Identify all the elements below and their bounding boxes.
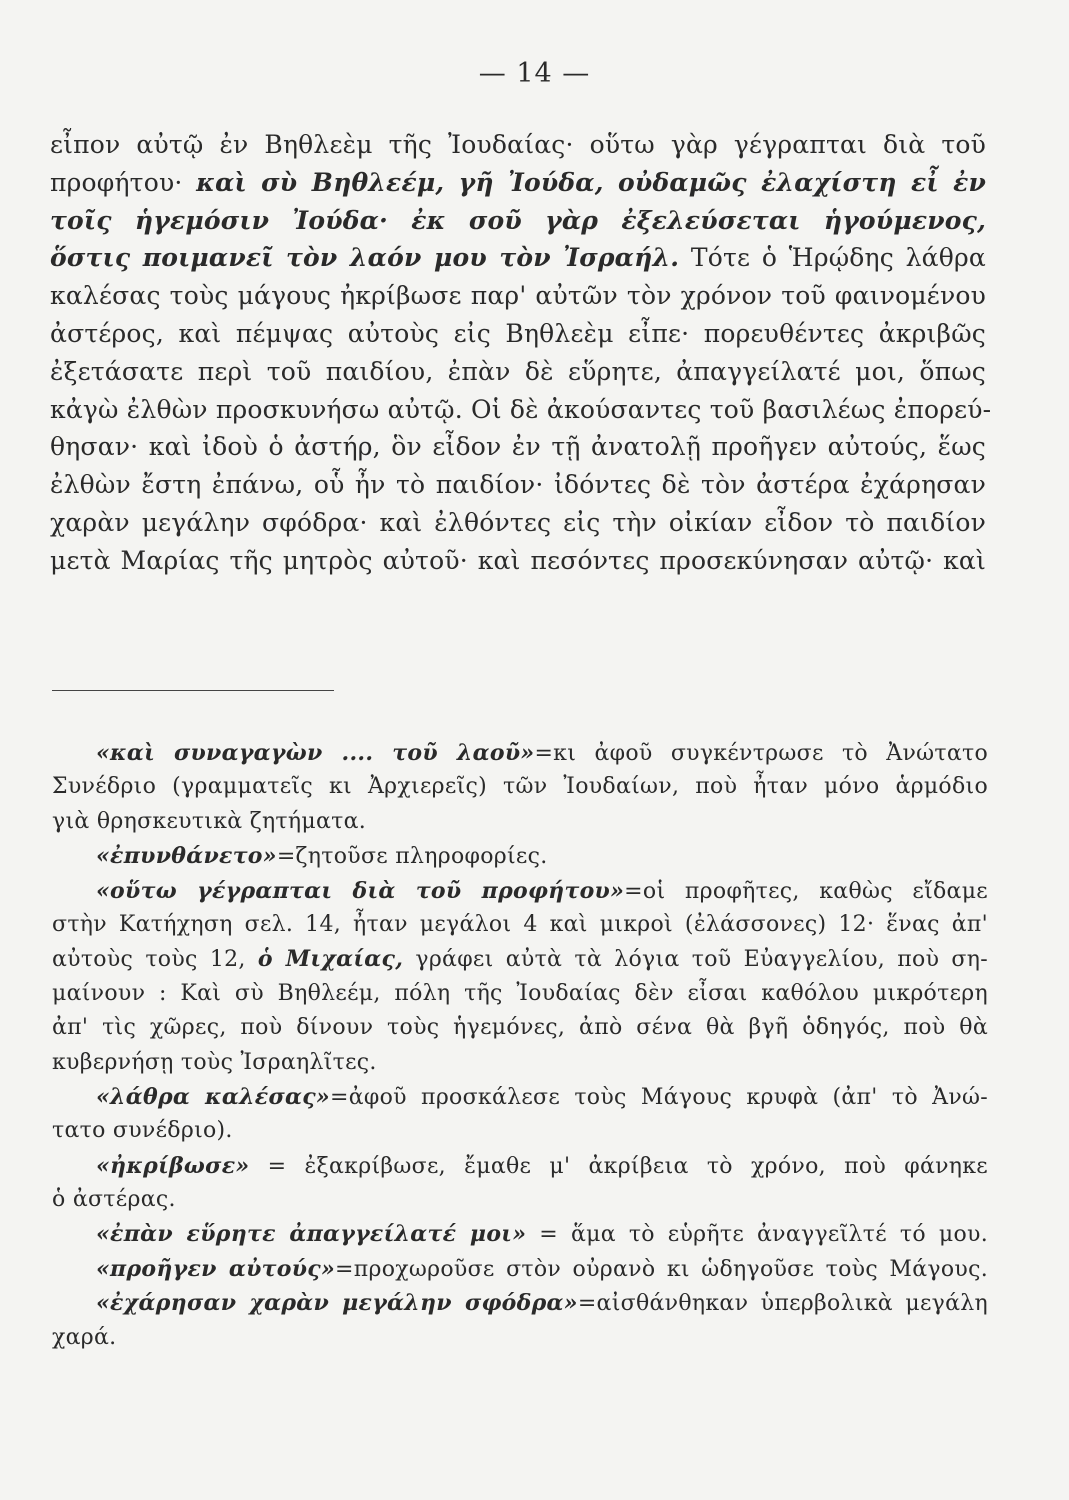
- text-run: =ζητοῦσε πληροφορίες.: [276, 844, 548, 870]
- text-run: ἐξετάσατε περὶ τοῦ παιδίου, ἐπὰν δὲ εὕρητε, ἀπαγγείλατέ μοι, ὅπως: [50, 356, 986, 386]
- text-run: θησαν· καὶ ἰδοὺ ὁ ἀστήρ, ὃν εἶδον ἐν τῇ ἀνατολῇ προῆγεν αὐτούς, ἕως: [50, 432, 986, 462]
- footnote-line: [52, 1114, 988, 1148]
- emphasized-text: τοῖς ἡγεμόσιν Ἰούδα· ἐκ σοῦ γὰρ ἐξελεύσεται ἡγούμενος,: [50, 205, 986, 235]
- text-line: [50, 202, 986, 240]
- footnote-line: [52, 805, 988, 839]
- text-line: [50, 428, 986, 466]
- text-run: Τότε ὁ Ἡρῴδης λάθρα: [679, 243, 986, 273]
- emphasized-text: «ἐχάρησαν χαρὰν μεγάλην σφόδρα»: [96, 1290, 578, 1317]
- text-line: [50, 466, 986, 504]
- emphasized-text: «ἐπὰν εὕρητε ἀπαγγείλατέ μοι»: [96, 1221, 527, 1248]
- footnotes: [52, 736, 988, 1355]
- footnote-line: [52, 1252, 988, 1286]
- footnote-line: [52, 1080, 988, 1114]
- text-run: μαίνουν : Καὶ σὺ Βηθλεέμ, πόλη τῆς Ἰουδαίας δὲν εἶσαι καθόλου μικρότερη: [52, 980, 988, 1006]
- text-run: = ἐξακρίβωσε, ἔμαθε μ' ἀκρίβεια τὸ χρόνο, ποὺ φάνηκε: [249, 1153, 988, 1179]
- text-line: [50, 315, 986, 353]
- emphasized-text: ὁ Μιχαίας,: [257, 946, 404, 973]
- emphasized-text: «ἠκρίβωσε»: [96, 1152, 250, 1179]
- footnote-line: [52, 908, 988, 942]
- text-line: [50, 504, 986, 542]
- footnote-line: [52, 839, 988, 873]
- text-run: αὐτοὺς τοὺς 12,: [52, 947, 258, 973]
- footnote-line: [52, 874, 988, 908]
- text-run: ἀστέρος, καὶ πέμψας αὐτοὺς εἰς Βηθλεὲμ εἶπε· πορευθέντες ἀκριβῶς: [50, 318, 986, 348]
- text-run: στὴν Κατήχηση σελ. 14, ἦταν μεγάλοι 4 καὶ μικροὶ (ἐλάσσονες) 12· ἕνας ἀπ': [52, 911, 988, 937]
- footnote-line: [52, 1183, 988, 1217]
- text-run: ἐλθὼν ἔστη ἐπάνω, οὗ ἦν τὸ παιδίον· ἰδόντες δὲ τὸν ἀστέρα ἐχάρησαν: [50, 470, 986, 500]
- text-run: =ἀφοῦ προσκάλεσε τοὺς Μάγους κρυφὰ (ἀπ' τὸ Ἀνώ-: [329, 1084, 989, 1110]
- text-run: γράφει αὐτὰ τὰ λόγια τοῦ Εὐαγγελίου, ποὺ ση-: [403, 947, 988, 973]
- text-run: Συνέδριο (γραμματεῖς κι Ἀρχιερεῖς) τῶν Ἰουδαίων, ποὺ ἦταν μόνο ἁρμόδιο: [52, 774, 988, 800]
- text-run: μετὰ Μαρίας τῆς μητρὸς αὐτοῦ· καὶ πεσόντες προσεκύνησαν αὐτῷ· καὶ: [50, 545, 986, 575]
- text-run: γιὰ θρησκευτικὰ ζητήματα.: [52, 808, 367, 834]
- emphasized-text: καὶ σὺ Βηθλεέμ, γῆ Ἰούδα, οὐδαμῶς ἐλαχίστη εἶ ἐν: [196, 167, 987, 197]
- footnote-line: [52, 1011, 988, 1045]
- emphasized-text: ὅστις ποιμανεῖ τὸν λαόν μου τὸν Ἰσραήλ.: [50, 243, 680, 273]
- text-run: τατο συνέδριο).: [52, 1118, 233, 1144]
- text-run: =προχωροῦσε στὸν οὐρανὸ κι ὡδηγοῦσε τοὺς Μάγους.: [335, 1256, 988, 1282]
- text-line: [50, 353, 986, 391]
- footnote-line: [52, 770, 988, 804]
- text-run: κἀγὼ ἐλθὼν προσκυνήσω αὐτῷ. Οἱ δὲ ἀκούσαντες τοῦ βασιλέως ἐπορεύ-: [50, 394, 992, 424]
- text-run: εἶπον αὐτῷ ἐν Βηθλεὲμ τῆς Ἰουδαίας· οὕτω γὰρ γέγραπται διὰ τοῦ: [50, 130, 986, 159]
- text-line: [50, 391, 992, 429]
- footnote-line: [52, 977, 988, 1011]
- text-line: [50, 542, 986, 580]
- text-run: = ἅμα τὸ εὑρῆτε ἀναγγεῖλτέ τό μου.: [526, 1222, 989, 1248]
- main-text: [50, 126, 992, 580]
- footnote-line: [52, 1046, 988, 1080]
- footnote-line: [52, 1286, 988, 1320]
- emphasized-text: «ἐπυνθάνετο»: [96, 843, 277, 870]
- text-line: [50, 239, 986, 277]
- emphasized-text: «οὕτω γέγραπται διὰ τοῦ προφήτου»: [96, 877, 625, 904]
- text-run: =αἰσθάνθηκαν ὑπερβολικὰ μεγάλη: [577, 1291, 988, 1317]
- text-run: =οἱ προφῆτες, καθὼς εἴδαμε: [624, 878, 988, 904]
- text-line: [50, 126, 986, 164]
- footnote-line: [52, 1217, 988, 1251]
- text-run: κυβερνήσῃ τοὺς Ἰσραηλῖτες.: [52, 1049, 377, 1075]
- page-number: — 14 —: [478, 58, 591, 89]
- footnote-line: [52, 736, 988, 770]
- footnote-line: [52, 1149, 988, 1183]
- text-run: προφήτου·: [50, 167, 197, 197]
- emphasized-text: «προῆγεν αὐτούς»: [96, 1255, 336, 1282]
- text-line: [50, 277, 986, 315]
- footnote-line: [52, 1321, 988, 1355]
- text-run: ὁ ἀστέρας.: [52, 1187, 176, 1213]
- footnote-line: [52, 942, 988, 976]
- emphasized-text: «καὶ συναγαγὼν .... τοῦ λαοῦ»: [96, 740, 535, 766]
- text-run: χαρά.: [52, 1324, 117, 1350]
- emphasized-text: «λάθρα καλέσας»: [96, 1083, 330, 1110]
- text-run: =κι ἀφοῦ συγκέντρωσε τὸ Ἀνώτατο: [534, 741, 988, 766]
- text-run: ἀπ' τὶς χῶρες, ποὺ δίνουν τοὺς ἡγεμόνες, ἀπὸ σένα θὰ βγῆ ὁδηγός, ποὺ θὰ: [52, 1015, 988, 1041]
- text-run: χαρὰν μεγάλην σφόδρα· καὶ ἐλθόντες εἰς τὴν οἰκίαν εἶδον τὸ παιδίον: [50, 507, 986, 537]
- text-run: καλέσας τοὺς μάγους ἠκρίβωσε παρ' αὐτῶν τὸν χρόνον τοῦ φαινομένου: [50, 281, 986, 311]
- text-line: [50, 164, 986, 202]
- footnote-divider: [52, 690, 334, 691]
